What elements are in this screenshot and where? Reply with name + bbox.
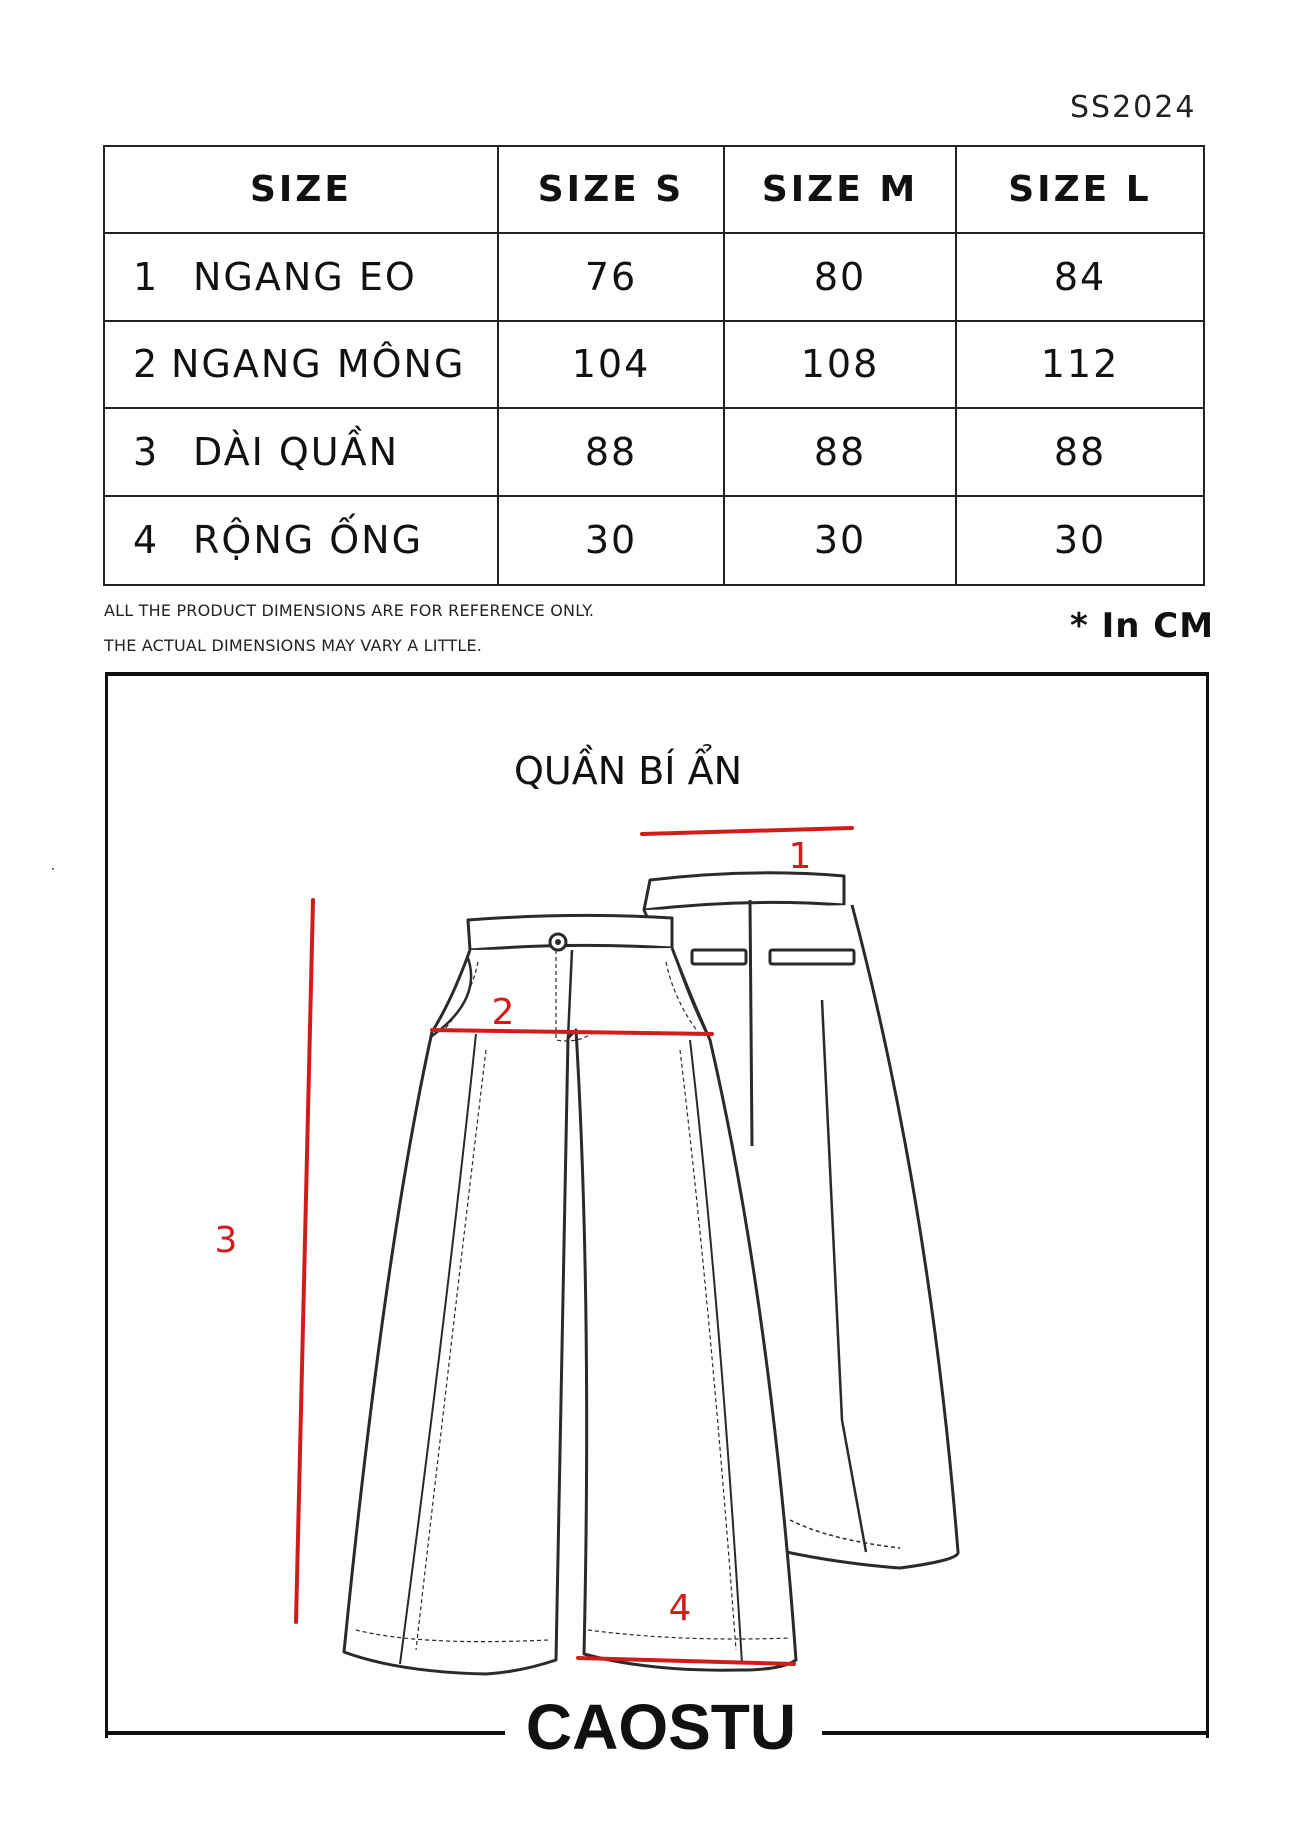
size-l-header: SIZE L [956,146,1204,233]
marker-1-label: 1 [788,836,812,877]
value-cell: 88 [724,408,956,495]
brand-logo: CAOSTU [525,1691,797,1763]
row-number: 4 [133,518,160,563]
waist-measure-line [642,828,852,834]
marker-4-label: 4 [668,1588,692,1629]
size-header: SIZE [104,146,498,233]
value-cell: 80 [724,233,956,320]
value-cell: 30 [956,496,1204,585]
value-cell: 88 [956,408,1204,495]
row-label-text: RỘNG ỐNG [193,518,424,563]
row-number: 3 [133,429,160,474]
footer-rule-right [822,1731,1206,1735]
value-cell: 88 [498,408,724,495]
marker-3-label: 3 [214,1220,238,1261]
row-number: 1 [133,255,160,300]
disclaimer-line-2: THE ACTUAL DIMENSIONS MAY VARY A LITTLE. [104,636,483,655]
season-code: SS2024 [1070,90,1197,125]
value-cell: 108 [724,321,956,408]
row-label-text: DÀI QUẦN [193,429,400,474]
size-s-header: SIZE S [498,146,724,233]
marker-2-label: 2 [491,992,515,1033]
size-m-header: SIZE M [724,146,956,233]
value-cell: 104 [498,321,724,408]
row-label-text: NGANG MÔNG [171,342,466,387]
value-cell: 30 [498,496,724,585]
value-cell: 76 [498,233,724,320]
value-cell: 112 [956,321,1204,408]
disclaimer-line-1: ALL THE PRODUCT DIMENSIONS ARE FOR REFERENCE ONLY. [104,601,595,620]
value-cell: 84 [956,233,1204,320]
diagram-title: QUẦN BÍ ẨN [514,749,742,793]
row-label-text: NGANG EO [193,255,417,300]
row-number: 2 [133,342,160,387]
unit-note: * In CM [1070,606,1215,646]
value-cell: 30 [724,496,956,585]
length-measure-line [296,900,313,1622]
footer-rule-left [105,1731,505,1735]
